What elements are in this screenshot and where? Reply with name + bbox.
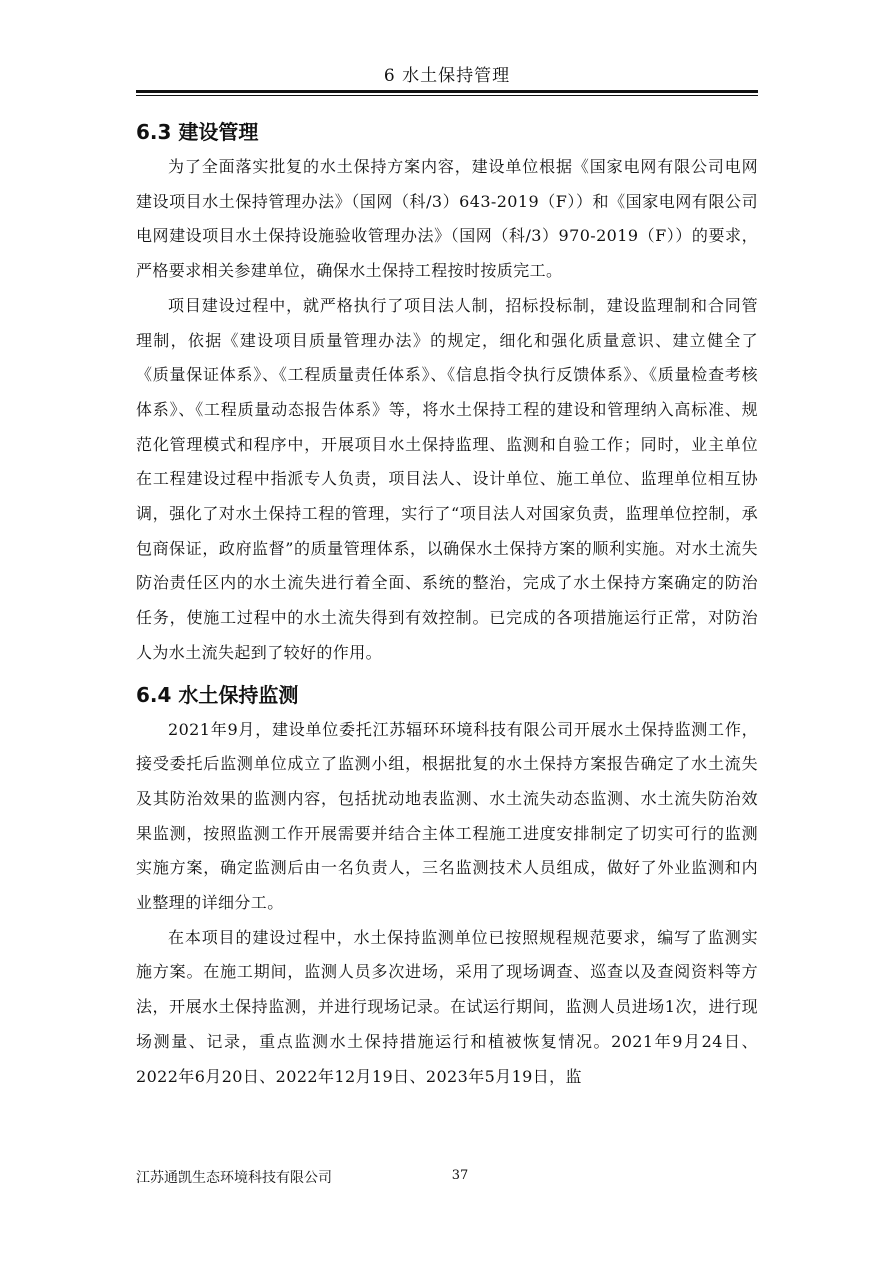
page-content [136,114,758,1094]
body-paragraph: 在本项目的建设过程中，水土保持监测单位已按照规程规范要求，编写了监测实施方案。在施工期间，监测人员多次进场，采用了现场调查、巡查以及查阅资料等方法，开展水土保持监测，并进行现场记录。在试运行期间，监测人员进场1次，进行现场测量、记录，重点监测水土保持措施运行和植被恢复情况。2021年9月24日、2022年6月20日、2022年12月19日、2023年5月19日，监 [136,927,758,1086]
body-paragraph: 项目建设过程中，就严格执行了项目法人制，招标投标制，建设监理制和合同管理制，依据《建设项目质量管理办法》的规定，细化和强化质量意识、建立健全了《质量保证体系》、《工程质量责任体系》、《信息指令执行反馈体系》、《质量检查考核体系》、《工程质量动态报告体系》等，将水土保持工程的建设和管理纳入高标准、规范化管理模式和程序中，开展项目水土保持监理、监测和自验工作；同时，业主单位在工程建设过程中指派专人负责，项目法人、设计单位、施工单位、监理单位相互协调，强化了对水土保持工程的管理，实行了“项目法人对国家负责，监理单位控制，承包商保证，政府监督”的质量管理体系，以确保水土保持方案的顺利实施。对水土流失防治责任区内的水土流失进行着全面、系统的整治，完成了水土保持方案确定的防治任务，使施工过程中的水土流失得到有效控制。已完成的各项措施运行正常，对防治人为水土流失起到了较好的作用。 [136,295,758,662]
body-paragraph: 为了全面落实批复的水土保持方案内容，建设单位根据《国家电网有限公司电网建设项目水土保持管理办法》（国网（科/3）643-2019（F））和《国家电网有限公司电网建设项目水土保持设施验收管理办法》（国网（科/3）970-2019（F））的要求，严格要求相关参建单位，确保水土保持工程按时按质完工。 [136,157,758,281]
body-paragraph: 2021年9月，建设单位委托江苏辐环环境科技有限公司开展水土保持监测工作，接受委托后监测单位成立了监测小组，根据批复的水土保持方案报告确定了水土流失及其防治效果的监测内容，包括扰动地表监测、水土流失动态监测、水土流失防治效果监测，按照监测工作开展需要并结合主体工程施工进度安排制定了切实可行的监测实施方案，确定监测后由一名负责人，三名监测技术人员组成，做好了外业监测和内业整理的详细分工。 [136,719,758,913]
running-header-title: 6 水土保持管理 [383,66,511,86]
header-rule-thick [136,90,758,93]
section-heading-construction-management: 6.3 建设管理 [136,120,259,144]
footer-company-name: 江苏通凯生态环境科技有限公司 [136,1170,332,1186]
footer-page-number: 37 [451,1168,469,1183]
section-heading-soil-monitoring: 6.4 水土保持监测 [136,682,299,707]
header-rule-thin [136,95,758,96]
